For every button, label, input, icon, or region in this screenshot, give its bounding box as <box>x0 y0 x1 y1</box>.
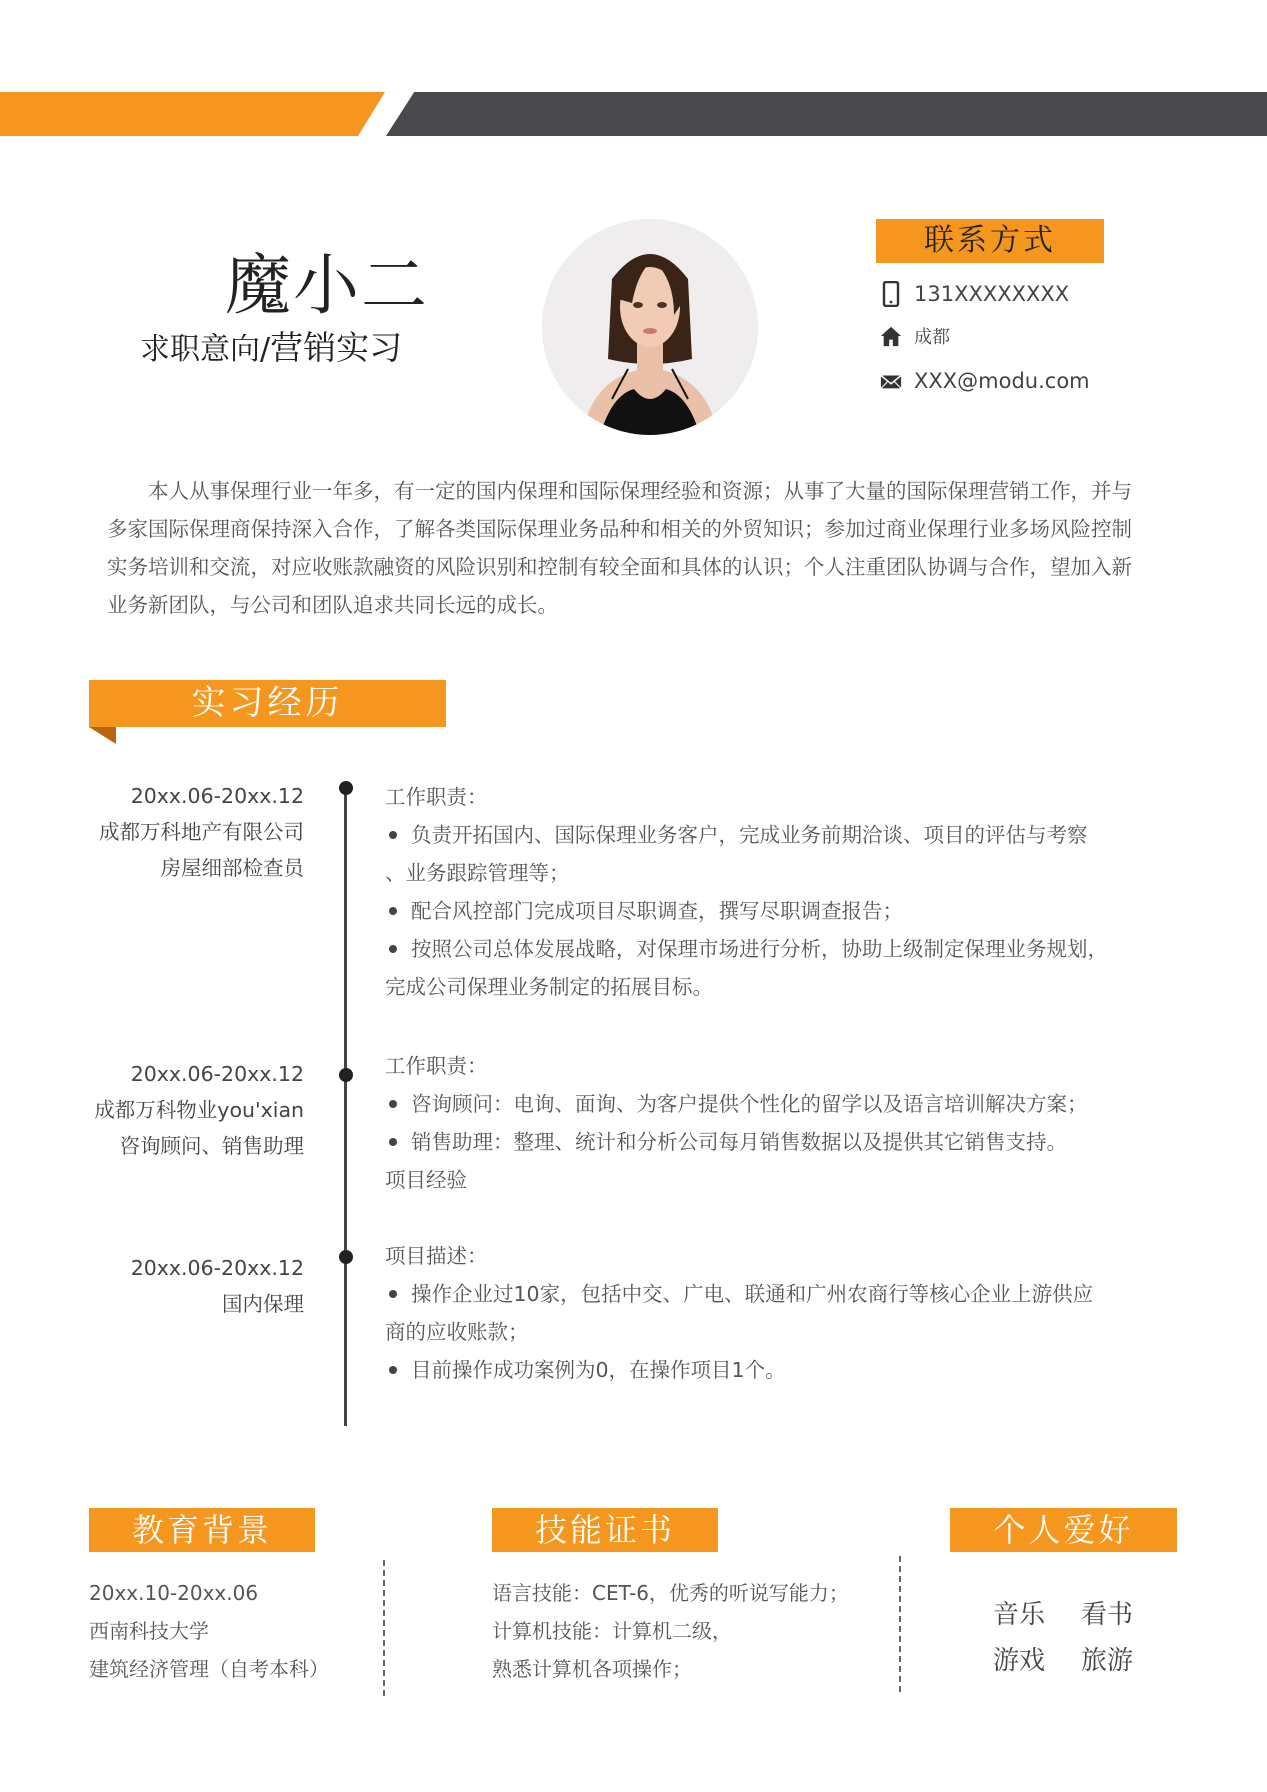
experience-meta <box>60 1056 304 1164</box>
skill-language: 语言技能：CET-6，优秀的听说写能力； <box>492 1581 849 1605</box>
contact-email-row <box>880 366 1090 396</box>
avatar <box>542 219 758 435</box>
section-ribbon-fold <box>89 727 116 744</box>
experience-date: 20xx.06-20xx.12 <box>130 1256 304 1280</box>
experience-bullet: 按照公司总体发展战略，对保理市场进行分析，协助上级制定保理业务规划， <box>385 930 1125 968</box>
experience-bullet: 配合风控部门完成项目尽职调查，撰写尽职调查报告； <box>385 892 1125 930</box>
bullet-icon <box>389 1138 397 1146</box>
bullet-icon <box>389 1290 397 1298</box>
bullet-icon <box>389 945 397 953</box>
experience-meta <box>60 1250 304 1322</box>
job-intent-role: 营销实习 <box>270 328 403 367</box>
experience-bullet-cont: 、业务跟踪管理等； <box>385 861 570 885</box>
candidate-name: 魔小二 <box>225 247 429 324</box>
column-divider <box>383 1560 385 1696</box>
experience-details <box>385 778 1125 1006</box>
experience-company: 国内保理 <box>222 1292 304 1316</box>
skills-section-title: 技能证书 <box>492 1508 718 1552</box>
skill-computer-detail: 熟悉计算机各项操作； <box>492 1657 692 1681</box>
experience-details <box>385 1047 1125 1199</box>
experience-bullet: 操作企业过10家，包括中交、广电、联通和广州农商行等核心企业上游供应 <box>385 1275 1125 1313</box>
experience-bullet-cont: 商的应收账款； <box>385 1320 529 1344</box>
experience-bullet: 咨询顾问：电询、面询、为客户提供个性化的留学以及语言培训解决方案； <box>385 1085 1125 1123</box>
education-school: 西南科技大学 <box>89 1619 209 1643</box>
hobbies-section-title: 个人爱好 <box>950 1508 1177 1552</box>
column-divider <box>899 1556 901 1692</box>
experience-section-title: 实习经历 <box>89 680 446 727</box>
skill-computer: 计算机技能：计算机二级， <box>492 1619 732 1643</box>
contact-city-row <box>880 321 950 351</box>
experience-bullet: 目前操作成功案例为0，在操作项目1个。 <box>385 1351 1125 1389</box>
experience-details <box>385 1237 1125 1389</box>
contact-section-title: 联系方式 <box>876 219 1104 263</box>
hobby-item: 旅游 <box>1081 1646 1134 1676</box>
portrait-illustration <box>542 219 758 435</box>
experience-meta <box>60 778 304 886</box>
experience-heading: 工作职责： <box>385 1054 488 1078</box>
hobby-item: 游戏 <box>993 1646 1046 1676</box>
job-intent-prefix: 求职意向/ <box>140 332 271 367</box>
experience-footer: 项目经验 <box>385 1168 467 1192</box>
timeline-dot <box>339 1068 353 1082</box>
skills-details <box>492 1574 849 1688</box>
education-section-title: 教育背景 <box>89 1508 315 1552</box>
experience-bullet-cont: 完成公司保理业务制定的拓展目标。 <box>385 975 713 999</box>
hobby-item: 看书 <box>1081 1600 1134 1630</box>
experience-bullet: 负责开拓国内、国际保理业务客户，完成业务前期洽谈、项目的评估与考察 <box>385 816 1125 854</box>
bullet-icon <box>389 1366 397 1374</box>
experience-role: 房屋细部检查员 <box>160 856 304 880</box>
education-details <box>89 1574 329 1688</box>
education-major: 建筑经济管理（自考本科） <box>89 1657 329 1681</box>
header-accent-bar <box>0 92 385 136</box>
timeline-dot <box>339 781 353 795</box>
contact-city: 成都 <box>914 327 950 348</box>
home-icon <box>880 323 902 349</box>
bullet-icon <box>389 831 397 839</box>
timeline-line <box>344 788 347 1426</box>
timeline-dot <box>339 1250 353 1264</box>
experience-date: 20xx.06-20xx.12 <box>130 784 304 808</box>
experience-bullet: 销售助理：整理、统计和分析公司每月销售数据以及提供其它销售支持。 <box>385 1123 1125 1161</box>
experience-company: 成都万科地产有限公司 <box>99 820 304 844</box>
hobby-item: 音乐 <box>993 1600 1046 1630</box>
phone-icon <box>880 281 902 307</box>
personal-summary: 本人从事保理行业一年多，有一定的国内保理和国际保理经验和资源；从事了大量的国际保理营销工作，并与多家国际保理商保持深入合作，了解各类国际保理业务品种和相关的外贸知识；参加过商业保理行业多场风险控制实务培训和交流，对应收账款融资的风险识别和控制有较全面和具体的认识；个人注重团队协调与合作，望加入新业务新团队，与公司和团队追求共同长远的成长。 <box>107 479 1132 617</box>
education-date: 20xx.10-20xx.06 <box>89 1581 259 1605</box>
experience-role: 咨询顾问、销售助理 <box>119 1134 304 1158</box>
experience-heading: 项目描述： <box>385 1244 488 1268</box>
contact-email: XXX@modu.com <box>914 369 1090 393</box>
contact-phone: 131XXXXXXXX <box>914 282 1070 306</box>
job-intent <box>140 322 402 369</box>
bullet-icon <box>389 1100 397 1108</box>
experience-company: 成都万科物业you'xian <box>94 1098 304 1122</box>
bullet-icon <box>389 907 397 915</box>
mail-icon <box>880 368 902 394</box>
contact-phone-row <box>880 279 1069 309</box>
experience-heading: 工作职责： <box>385 785 488 809</box>
experience-date: 20xx.06-20xx.12 <box>130 1062 304 1086</box>
header-dark-bar <box>386 92 1267 136</box>
